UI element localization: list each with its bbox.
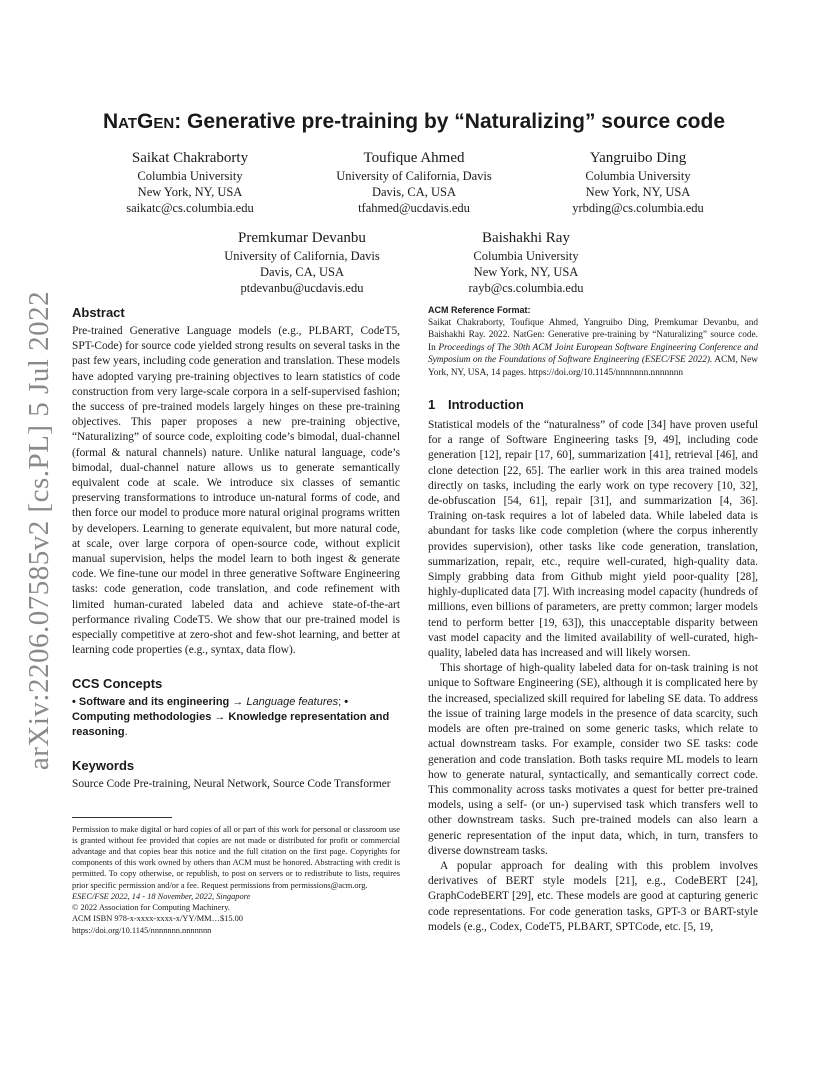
footnote-rule <box>72 817 172 818</box>
author-name: Toufique Ahmed <box>363 150 465 166</box>
footnote-block <box>72 817 400 936</box>
section-title: Introduction <box>448 397 524 413</box>
author-location: New York, NY, USA <box>137 185 243 199</box>
author-block-2 <box>314 148 514 216</box>
author-block-5 <box>426 228 626 296</box>
ccs-item-2: • Computing methodologies → Knowledge representation and reasoning <box>72 696 390 739</box>
ccs-item-1-leaf: Language features <box>246 696 339 709</box>
section-number: 1 <box>428 397 436 413</box>
author-email: ptdevanbu@ucdavis.edu <box>240 281 364 295</box>
intro-paragraph-1: Statistical models of the “naturalness” of code [34] have proven useful for a range of Software Engineering tasks [9, 49], including code generation [12], repair [17, 60], summarization [41], retrieval [46], and clone detection [22, 65]. The earlier work in this area trained models directly on tasks, including the early work on type recovery [10, 32], de-obfuscation [54, 61], repair [31], and summarization [4, 36]. Training on-task requires a lot of labeled data. While labeled data is abundant for tasks like code completion (where the corpus inherently provides supervision), other tasks like code generation, translation, summarization, repair, etc., require well-curated, high-quality data. Simply grabbing data from Github might yield poor-quality [28], highly-duplicated data [7]. With increasing model capacity (hundreds of millions, even billions of parameters, are pretty common; larger models tend to perform better [19, 63]), this unacceptable disparity between vast model capacity and the limited availability of well-curated, high-quality, labeled data has increased and will likely worsen. <box>428 419 758 660</box>
permission-notice: Permission to make digital or hard copies of all or part of this work for personal or classroom use is granted without fee provided that copies are not made or distributed for profit or commercial advantage and that copies bear this notice and the full citation on the first page. Copyrights for components of this work owned by others than ACM must be honored. Abstracting with credit is permitted. To copy otherwise, or republish, to post on servers or to redistribute to lists, requires prior specific permission and/or a fee. Request permissions from permissions@acm.org. <box>72 824 400 890</box>
ccs-end: . <box>124 726 128 739</box>
arxiv-identifier: arXiv:2206.07585v2 [cs.PL] 5 Jul 2022 <box>23 290 56 770</box>
author-name: Baishakhi Ray <box>482 230 570 246</box>
ccs-item-1: • Software and its engineering <box>72 696 230 709</box>
acm-ref-text <box>428 317 758 379</box>
author-location: New York, NY, USA <box>585 185 691 199</box>
acm-ref-part-a: Saikat Chakraborty, Toufique Ahmed, Yangruibo Ding, Premkumar Devanbu, and Baishakhi Ray. 2022. NatGen: Generative pre-training by “Naturalizing” source code. In <box>428 318 758 353</box>
author-location: Davis, CA, USA <box>371 185 457 199</box>
author-location: New York, NY, USA <box>473 265 579 279</box>
acm-ref-part-b: ACM, New York, NY, USA, 14 pages. https://doi.org/10.1145/nnnnnnn.nnnnnnn <box>428 355 758 378</box>
ccs-separator: ; <box>338 696 345 709</box>
author-email: saikatc@cs.columbia.edu <box>126 201 254 215</box>
copyright-line: © 2022 Association for Computing Machinery. <box>72 903 230 913</box>
ccs-arrow: → <box>229 696 247 709</box>
right-column <box>428 305 758 935</box>
keywords-text: Source Code Pre-training, Neural Network, Source Code Transformer <box>72 778 391 791</box>
author-affiliation: University of California, Davis <box>336 169 492 183</box>
abstract-text: Pre-trained Generative Language models (e.g., PLBART, CodeT5, SPT-Code) for source code yielded strong results on several tasks in the past few years, including code generation and translation. These models have adopted varying pre-training objectives to learn statistics of code construction from very large-scale corpora in a self-supervised fashion; the success of pre-trained models largely hinges on these pre-training objectives. This paper proposes a new pre-training objective, “Naturalizing” of source code, exploiting code’s bimodal, dual-channel (formal & natural channels) nature. Unlike natural language, code’s bimodal, dual-channel nature allows us to generate semantically equivalent code at scale. We introduce six classes of semantic preserving transformations to introduce un-natural forms of code, and then force our model to produce more natural original programs written by developers. Learning to generate equivalent, but more natural code, at scale, over large corpora of open-source code, without explicit manual supervision, helps the model learn to both ingest & generate code. We fine-tune our model in three generative Software Engineering tasks: code generation, code translation, and code refinement with limited human-curated labeled data and achieve state-of-the-art performance rivaling CodeT5. We show that our pre-trained model is especially competitive at zero-shot and few-shot learning, and better at learning code properties (e.g., syntax, data flow). <box>72 325 400 657</box>
venue-line: ESEC/FSE 2022, 14 - 18 November, 2022, Singapore <box>72 891 251 901</box>
intro-paragraph-2: This shortage of high-quality labeled data for on-task training is not unique to Software Engineering (SE), although it is complicated here by the increased, specialized skill required for labeling SE data. To address the issue of training large models in the presence of data scarcity, such models are often pre-trained on some generic tasks, which relate to actual downstream tasks. For example, consider two SE tasks: code generation and code translation. Both tasks require ML models to learn how to generate natural, syntactically, and semantically correct code. This commonality across tasks motivates a quest for better pre-trained models, using a self- (or un-) supervised task which transfers well to other downstream tasks. Such pre-trained models can also learn a generic representation of the input data, which, in turn, transfers to diverse downstream tasks. <box>428 662 758 857</box>
author-email: yrbding@cs.columbia.edu <box>572 201 704 215</box>
author-name: Premkumar Devanbu <box>238 230 366 246</box>
acm-ref-proceedings: Proceedings of The 30th ACM Joint European Software Engineering Conference and Symposium on the Foundations of Software Engineering (ESEC/FSE 2022). <box>428 342 758 366</box>
isbn-line: ACM ISBN 978-x-xxxx-xxxx-x/YY/MM…$15.00 <box>72 914 243 924</box>
author-email: rayb@cs.columbia.edu <box>468 281 584 295</box>
author-block-4 <box>202 228 402 296</box>
author-affiliation: Columbia University <box>585 169 691 183</box>
title-rest: : Generative pre-training by “Naturalizing” source code <box>174 110 726 133</box>
title-system-name: NatGen <box>102 110 175 133</box>
left-column <box>72 305 400 936</box>
author-block-3 <box>538 148 738 216</box>
abstract-heading: Abstract <box>72 305 125 320</box>
arxiv-stamp <box>18 290 62 770</box>
author-email: tfahmed@ucdavis.edu <box>358 201 470 215</box>
ccs-concepts <box>72 695 400 740</box>
author-block-1 <box>90 148 290 216</box>
author-affiliation: University of California, Davis <box>224 249 380 263</box>
paper-title <box>0 110 828 134</box>
intro-paragraph-3: A popular approach for dealing with this problem involves derivatives of BERT style models [21], e.g., CodeBERT [24], GraphCodeBERT [29], etc. These models are good at capturing generic code representations. For code generation tasks, GPT-3 or BART-style models (e.g., Codex, CodeT5, PLBART, SPTCode, etc. [5, 19, <box>428 859 758 933</box>
author-affiliation: Columbia University <box>473 249 579 263</box>
author-affiliation: Columbia University <box>137 169 243 183</box>
author-location: Davis, CA, USA <box>259 265 345 279</box>
doi-line: https://doi.org/10.1145/nnnnnnn.nnnnnnn <box>72 925 212 935</box>
author-name: Saikat Chakraborty <box>131 150 249 166</box>
intro-heading <box>428 397 758 412</box>
keywords-heading: Keywords <box>72 758 135 774</box>
author-name: Yangruibo Ding <box>589 150 687 166</box>
acm-ref-heading: ACM Reference Format: <box>428 305 531 315</box>
ccs-heading: CCS Concepts <box>72 676 163 692</box>
